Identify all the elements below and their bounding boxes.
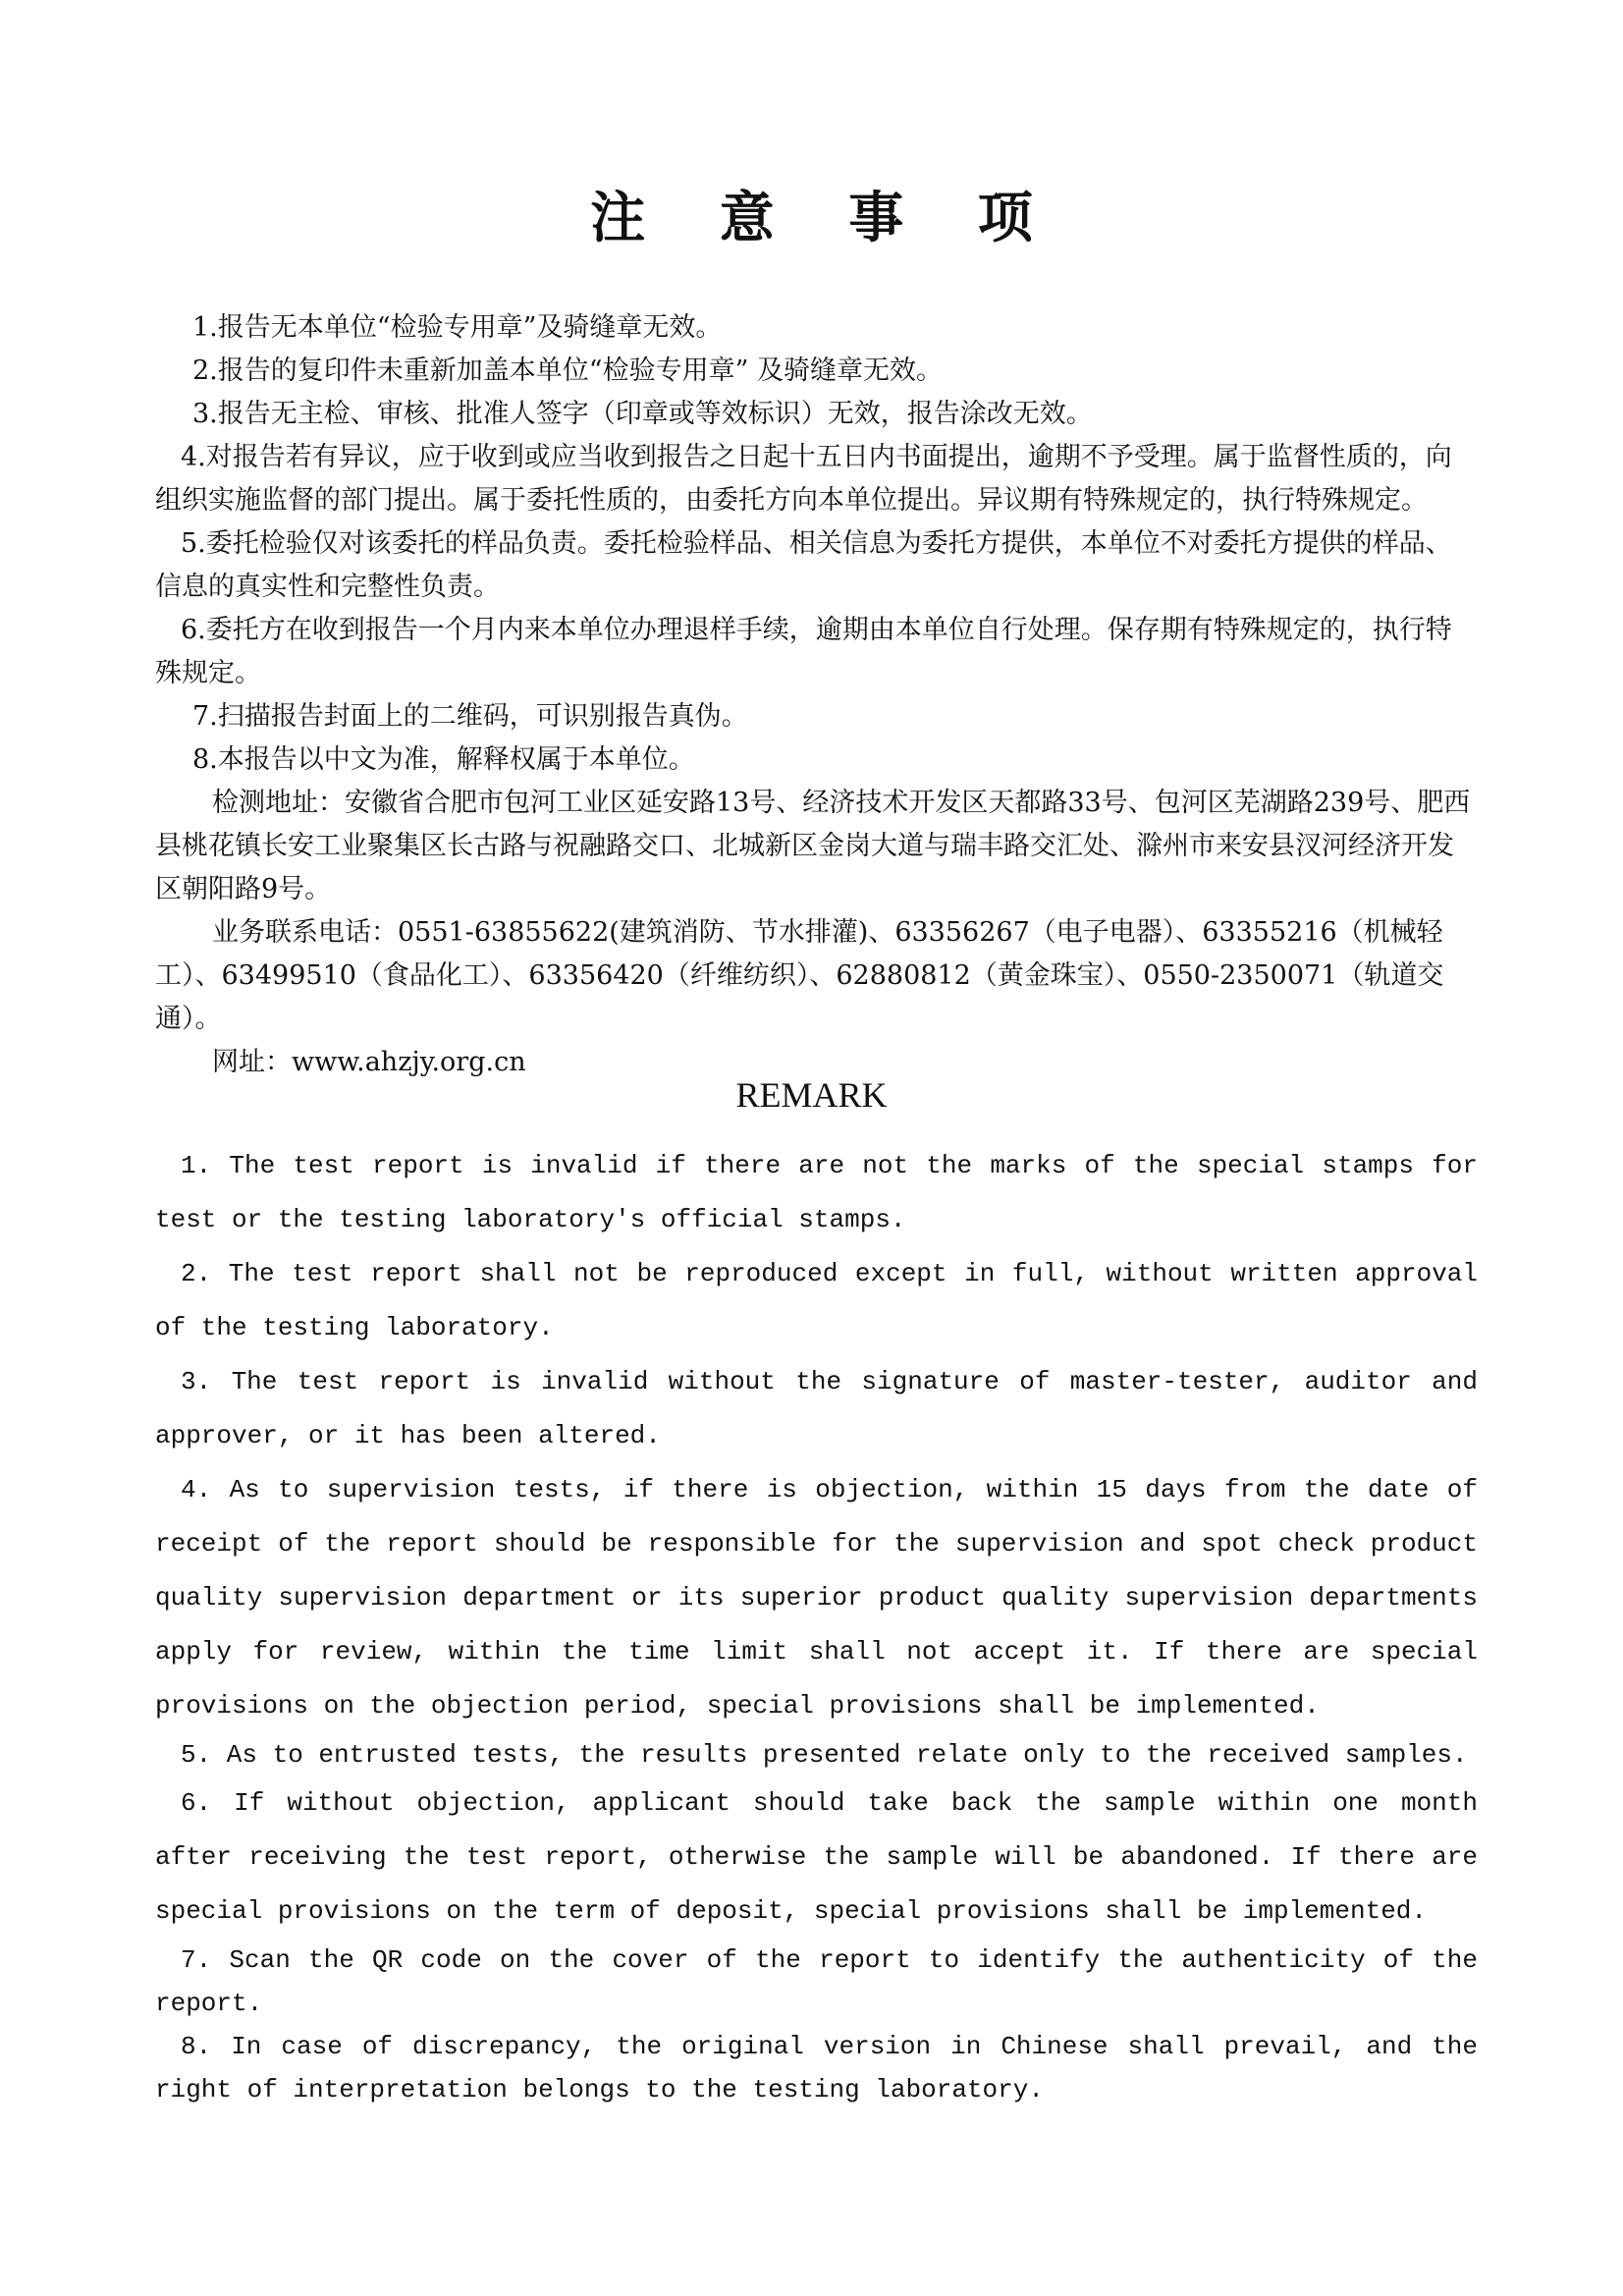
notes-cn: [155, 306, 1478, 1084]
note-cn-3: 3.报告无主检、审核、批准人签字（印章或等效标识）无效，报告涂改无效。: [192, 399, 1093, 429]
remark-en-3: 3. The test report is invalid without the signature of master-tester, auditor and approver, or it has been altered.: [155, 1367, 1478, 1450]
website-cn: 网址：www.ahzjy.org.cn: [212, 1047, 526, 1077]
remark-en-8: 8. In case of discrepancy, the original version in Chinese shall prevail, and the right of interpretation belongs to the testing laboratory.: [155, 2032, 1478, 2105]
remark-en-6: 6. If without objection, applicant should take back the sample within one month after receiving the test report, otherwise the sample will be abandoned. If there are special provisions on the term of deposit, special provisions shall be implemented.: [155, 1788, 1478, 1926]
note-cn-7: 7.扫描报告封面上的二维码，可识别报告真伪。: [192, 701, 748, 732]
remark-en-1: 1. The test report is invalid if there are not the marks of the special stamps for test or the testing laboratory's official stamps.: [155, 1151, 1478, 1234]
page-title-cn: 注 意 事 项: [590, 186, 1060, 250]
note-cn-8: 8.本报告以中文为准，解释权属于本单位。: [192, 744, 695, 775]
remark-en-5: 5. As to entrusted tests, the results presented relate only to the received samples.: [181, 1740, 1468, 1770]
address-cn: 检测地址：安徽省合肥市包河工业区延安路13号、经济技术开发区天都路33号、包河区芜湖路239号、肥西县桃花镇长安工业聚集区长古路与祝融路交口、北城新区金岗大道与瑞丰路交汇处、滁州市来安县汊河经济开发区朝阳路9号。: [155, 788, 1471, 904]
note-cn-1: 1.报告无本单位“检验专用章”及骑缝章无效。: [192, 312, 723, 343]
remark-en-7: 7. Scan the QR code on the cover of the report to identify the authenticity of the report.: [155, 1945, 1478, 2018]
remark-title: REMARK: [735, 1075, 888, 1115]
phones-cn: 业务联系电话：0551-63855622(建筑消防、节水排灌)、63356267（电子电器）、63355216（机械轻工）、63499510（食品化工）、63356420（纤维纺织）、62880812（黄金珠宝）、0550-2350071（轨道交通）。: [155, 917, 1444, 1034]
note-cn-6: 6.委托方在收到报告一个月内来本单位办理退样手续，逾期由本单位自行处理。保存期有特殊规定的，执行特殊规定。: [155, 615, 1452, 688]
note-cn-2: 2.报告的复印件未重新加盖本单位“检验专用章” 及骑缝章无效。: [192, 355, 943, 386]
note-cn-4: 4.对报告若有异议，应于收到或应当收到报告之日起十五日内书面提出，逾期不予受理。属于监督性质的，向组织实施监督的部门提出。属于委托性质的，由委托方向本单位提出。异议期有特殊规定的，执行特殊规定。: [155, 442, 1452, 516]
note-cn-5: 5.委托检验仅对该委托的样品负责。委托检验样品、相关信息为委托方提供，本单位不对委托方提供的样品、信息的真实性和完整性负责。: [155, 528, 1452, 602]
remark-en-2: 2. The test report shall not be reproduced except in full, without written approval of the testing laboratory.: [155, 1259, 1478, 1342]
remark-en-4: 4. As to supervision tests, if there is objection, within 15 days from the date of receipt of the report should be responsible for the supervision and spot check product quality supervision department or its superior product quality supervision departments apply for review, within the time limit shall not accept it. If there are special provisions on the objection period, special provisions shall be implemented.: [155, 1475, 1478, 1721]
remarks-en: [155, 1139, 1478, 2111]
